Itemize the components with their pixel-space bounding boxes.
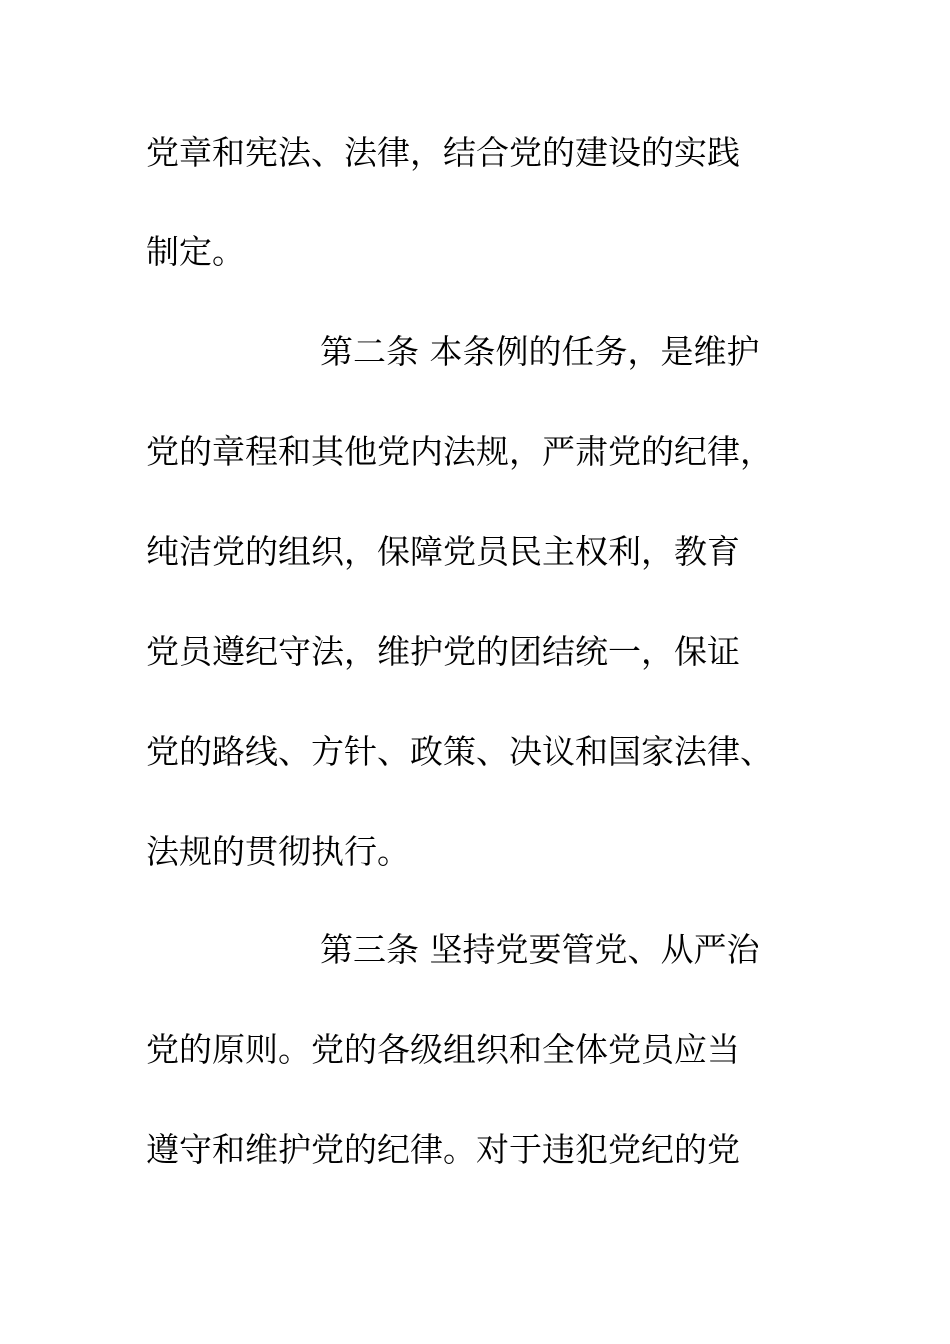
- text-line: 党的路线、方针、政策、决议和国家法律、: [146, 732, 773, 771]
- text-line: 法规的贯彻执行。: [146, 832, 410, 871]
- text-line: 纯洁党的组织，保障党员民主权利，教育: [146, 532, 740, 571]
- text-line: 党章和宪法、法律，结合党的建设的实践: [146, 133, 740, 172]
- text-line: 党的章程和其他党内法规，严肃党的纪律，: [146, 432, 773, 471]
- article-2-heading-line: 第二条 本条例的任务，是维护: [320, 332, 760, 371]
- article-3-heading-line: 第三条 坚持党要管党、从严治: [320, 930, 760, 969]
- text-line: 制定。: [146, 232, 245, 271]
- text-line: 遵守和维护党的纪律。对于违犯党纪的党: [146, 1130, 740, 1169]
- text-line: 党员遵纪守法，维护党的团结统一，保证: [146, 632, 740, 671]
- text-line: 党的原则。党的各级组织和全体党员应当: [146, 1030, 740, 1069]
